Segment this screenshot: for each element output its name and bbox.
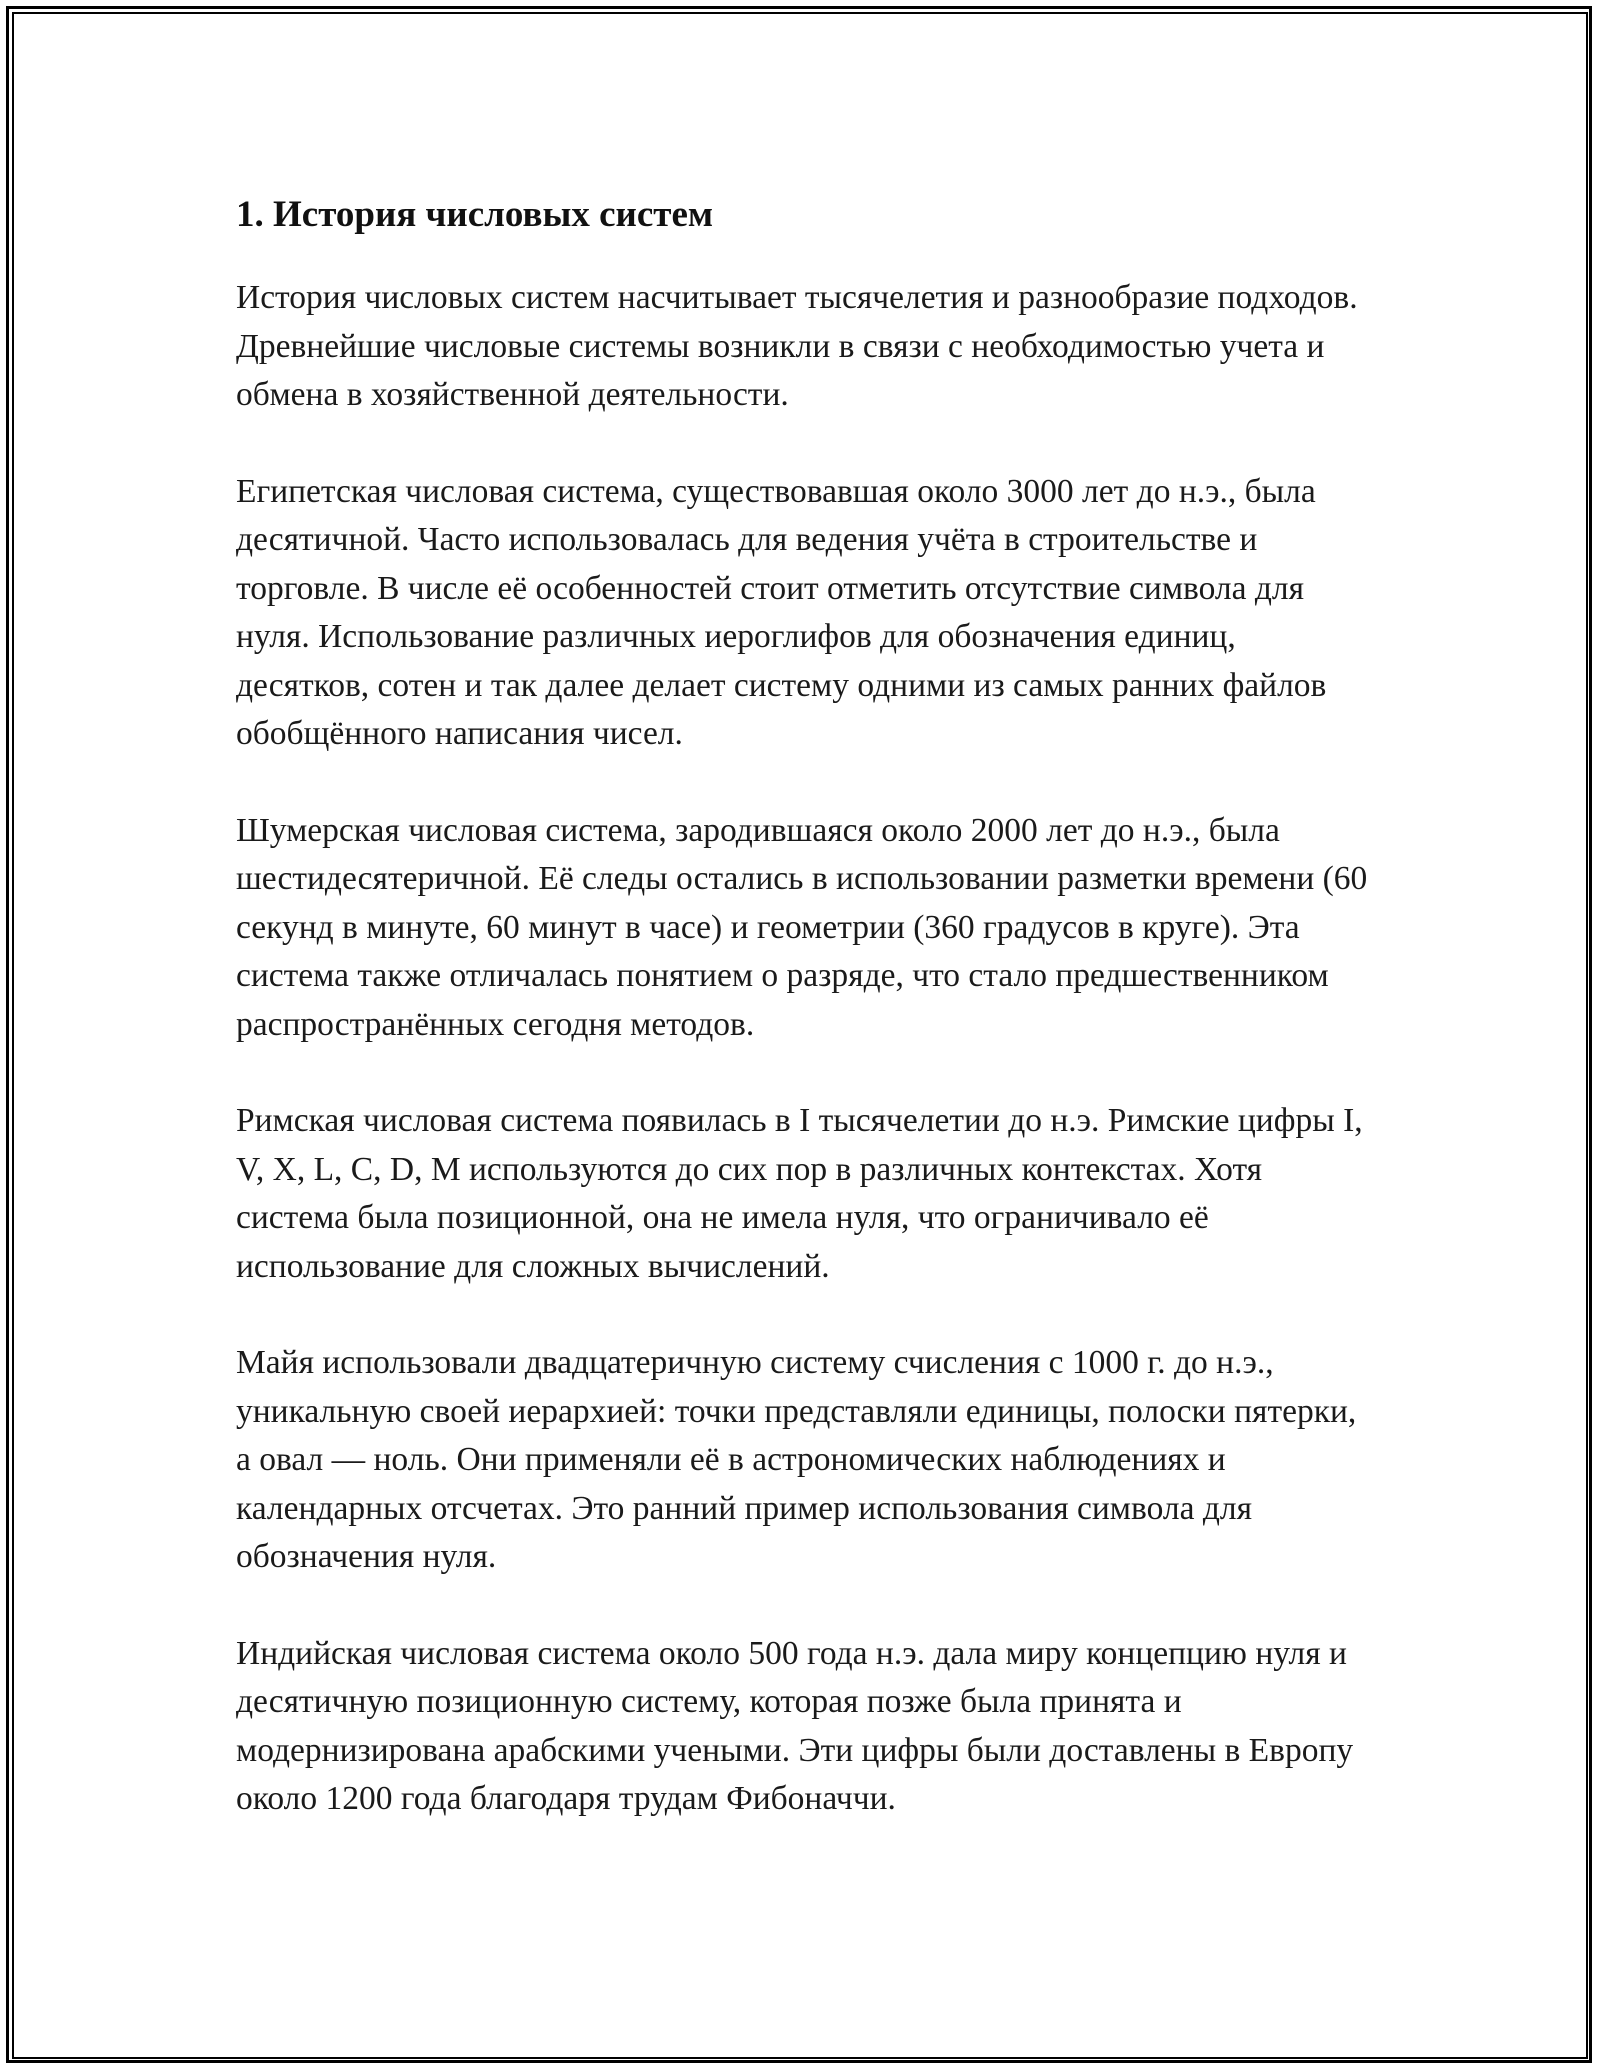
paragraph-intro: История числовых систем насчитывает тысячелетия и разнообразие подходов. Древнейшие числовые системы возникли в связи с необходимостью учета и обмена в хозяйственной деятельности. bbox=[236, 279, 1358, 413]
paragraph-roman: Римская числовая система появилась в I тысячелетии до н.э. Римские цифры I, V, X, L, C, D, M используются до сих пор в различных контекстах. Хотя система была позиционной, она не имела нуля, что ограничивало её использование для сложных вычислений. bbox=[236, 1102, 1363, 1285]
paragraph-sumerian: Шумерская числовая система, зародившаяся около 2000 лет до н.э., была шестидесятеричной. Её следы остались в использовании разметки времени (60 секунд в минуте, 60 минут в часе) и геометрии (360 градусов в круге). Эта система также отличалась понятием о разряде, что стало предшественником распространённых сегодня методов. bbox=[236, 811, 1368, 1043]
document-body bbox=[236, 186, 1376, 1872]
section-heading: 1. История числовых систем bbox=[236, 194, 714, 235]
paragraph-indian: Индийская числовая система около 500 года н.э. дала миру концепцию нуля и десятичную позиционную систему, которая позже была принята и модернизирована арабскими учеными. Эти цифры были доставлены в Европу около 1200 года благодаря трудам Фибоначчи. bbox=[236, 1634, 1354, 1817]
paragraph-maya: Майя использовали двадцатеричную систему счисления с 1000 г. до н.э., уникальную своей иерархией: точки представляли единицы, полоски пятерки, а овал — ноль. Они применяли её в астрономических наблюдениях и календарных отсчетах. Это ранний пример использования символа для обозначения нуля. bbox=[236, 1344, 1357, 1575]
paragraph-egyptian: Египетская числовая система, существовавшая около 3000 лет до н.э., была десятичной. Часто использовалась для ведения учёта в строительстве и торговле. В числе её особенностей стоит отметить отсутствие символа для нуля. Использование различных иероглифов для обозначения единиц, десятков, сотен и так далее делает систему одними из самых ранних файлов обобщённого написания чисел. bbox=[236, 472, 1327, 752]
